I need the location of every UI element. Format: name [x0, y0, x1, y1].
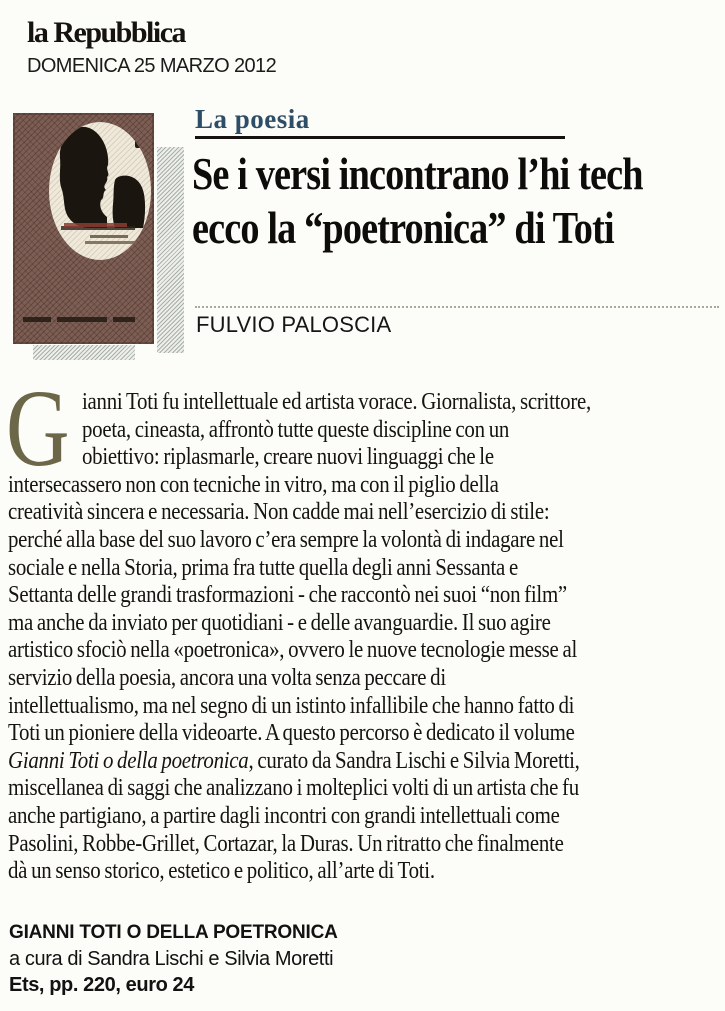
- article-line: Pasolini, Robbe-Grillet, Cortazar, la Duras. Un ritratto che finalmente: [8, 830, 564, 857]
- cover-caption-mark: [23, 317, 51, 322]
- article-line: Gianni Toti o della poetronica, curato da Sandra Lischi e Silvia Moretti,: [8, 747, 580, 774]
- article-line: artistico sfociò nella «poetronica», ovvero le nuove tecnologie messe al: [8, 637, 578, 664]
- headline-line-2: ecco la “poetronica” di Toti: [192, 203, 614, 253]
- book-info-block: [9, 922, 338, 997]
- cover-caption-mark: [113, 317, 135, 322]
- article-line: ianni Toti fu intellettuale ed artista vorace. Giornalista, scrittore,: [82, 389, 592, 415]
- section-kicker: La poesia: [195, 104, 310, 134]
- byline: FULVIO PALOSCIA: [196, 312, 392, 337]
- book-publisher: Ets, pp. 220, euro 24: [9, 974, 195, 996]
- article-line: intellettualismo, ma nel segno di un istinto infallibile che hanno fatto di: [8, 692, 575, 719]
- article-line: anche partigiano, a partire dagli incontri con grandi intellettuali come: [8, 802, 560, 829]
- cover-red-mark: [60, 246, 65, 254]
- article-body: [8, 389, 722, 886]
- article-line: poeta, cineasta, affrontò tutte queste discipline con un: [82, 416, 510, 443]
- article-headline: [192, 147, 722, 255]
- book-title: GIANNI TOTI O DELLA POETRONICA: [9, 922, 338, 943]
- byline-rule: [195, 306, 719, 308]
- article-line: obiettivo: riplasmarle, creare nuovi linguaggi che le: [82, 444, 494, 471]
- cover-caption-mark: [57, 317, 107, 322]
- article-line: intersecassero non con tecniche in vitro, ma con il piglio della: [8, 471, 499, 498]
- scan-shadow: [33, 345, 135, 360]
- book-editors: a cura di Sandra Lischi e Silvia Moretti: [9, 948, 334, 970]
- article-line: dà un senso storico, estetico e politico, all’arte di Toti.: [8, 858, 435, 885]
- book-cover-photo: [13, 113, 154, 344]
- scan-shadow: [157, 147, 184, 353]
- article-line: creatività sincera e necessaria. Non cadde mai nell’esercizio di stile:: [8, 499, 550, 526]
- article-line: servizio della poesia, ancora una volta senza peccare di: [8, 664, 446, 691]
- kicker-rule: [195, 136, 565, 139]
- article-line: ma anche da inviato per quotidiani - e delle avanguardie. Il suo agire: [8, 609, 551, 636]
- article-line: Settanta delle grandi trasformazioni - che raccontò nei suoi “non film”: [8, 582, 567, 609]
- issue-date: DOMENICA 25 MARZO 2012: [27, 55, 277, 77]
- cover-title-mark: [64, 223, 127, 227]
- article-line: perché alla base del suo lavoro c’era sempre la volontà di indagare nel: [8, 526, 564, 553]
- book-cover-art: [49, 122, 151, 260]
- masthead-logo: la Repubblica: [27, 16, 186, 49]
- article-line: miscellanea di saggi che analizzano i molteplici volti di un artista che fu: [8, 775, 579, 802]
- headline-line-1: Se i versi incontrano l’hi tech: [192, 149, 643, 199]
- drop-cap: G: [6, 367, 70, 489]
- cover-text-mark: [85, 241, 137, 244]
- article-line: sociale e nella Storia, prima fra tutte quella degli anni Sessanta e: [8, 554, 518, 581]
- cover-text-mark: [90, 235, 128, 238]
- book-cover-oval: [49, 122, 151, 260]
- article-line: Toti un pioniere della videoarte. A questo percorso è dedicato il volume: [8, 720, 575, 747]
